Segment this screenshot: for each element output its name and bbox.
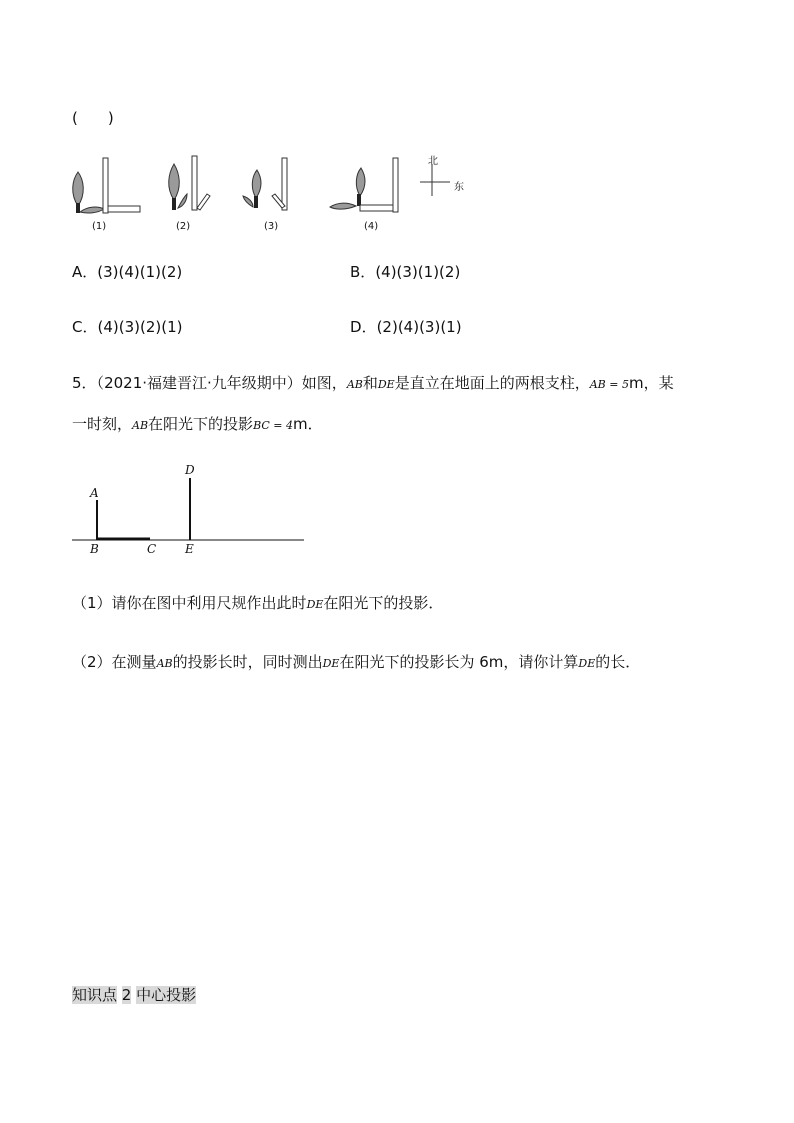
- compass-east-label: 东: [454, 182, 464, 193]
- option-b: B．(4)(3)(1)(2): [350, 263, 461, 281]
- pole: [282, 158, 287, 210]
- pole: [393, 158, 398, 212]
- option-letter: A: [72, 263, 83, 281]
- compass-icon: [420, 164, 450, 196]
- section-heading: 知识点 2 中心投影: [72, 986, 197, 1004]
- q5-part1: （1）请你在图中利用尺规作出此时DE在阳光下的投影．: [72, 594, 444, 612]
- caption-3: (3): [264, 221, 279, 232]
- tree-shadow: [178, 194, 187, 208]
- option-a: A．(3)(4)(1)(2): [72, 263, 183, 281]
- scene-4: [330, 158, 398, 212]
- q5-line1: 5．（2021·福建晋江·九年级期中）如图，AB和DE是直立在地面上的两根支柱，AB = 5m，某: [72, 374, 674, 392]
- compass-north-label: 北: [428, 156, 438, 167]
- caption-1: (1): [92, 221, 107, 232]
- pole: [192, 156, 197, 210]
- label-d: D: [185, 463, 195, 477]
- label-c: C: [147, 542, 157, 556]
- option-text: (4)(3)(2)(1): [97, 318, 183, 336]
- question-source: 2021·福建晋江·九年级期中: [104, 374, 287, 392]
- tree-icon: [73, 172, 84, 206]
- scene-1: [73, 158, 140, 213]
- tree-icon: [169, 164, 180, 200]
- q5-line2: 一时刻，AB在阳光下的投影BC = 4m．: [72, 415, 323, 433]
- option-d: D．(2)(4)(3)(1): [350, 318, 462, 336]
- option-c: C．(4)(3)(2)(1): [72, 318, 183, 336]
- pole: [103, 158, 108, 213]
- label-b: B: [90, 542, 99, 556]
- option-letter: C: [72, 318, 83, 336]
- caption-2: (2): [176, 221, 191, 232]
- q5-part2: （2）在测量AB的投影长时，同时测出DE在阳光下的投影长为 6m，请你计算DE的长．: [72, 653, 641, 671]
- option-letter: B: [350, 263, 361, 281]
- pole-shadow: [108, 206, 140, 212]
- caption-4: (4): [364, 221, 379, 232]
- scene-2: [169, 156, 210, 210]
- tree-shadow: [80, 207, 104, 213]
- option-letter: D: [350, 318, 362, 336]
- answer-bracket: ( ): [72, 109, 114, 127]
- option-text: (2)(4)(3)(1): [376, 318, 462, 336]
- label-a: A: [90, 486, 99, 500]
- option-text: (4)(3)(1)(2): [375, 263, 461, 281]
- tree-icon: [252, 170, 261, 198]
- option-text: (3)(4)(1)(2): [97, 263, 183, 281]
- question-number: 5: [72, 374, 82, 392]
- tree-shadow: [243, 196, 253, 207]
- pole-shadow: [197, 194, 210, 210]
- scene-3: [243, 158, 287, 210]
- tree-icon: [356, 168, 365, 196]
- tree-shadow: [330, 203, 356, 209]
- label-e: E: [185, 542, 194, 556]
- pole-shadow: [360, 205, 393, 211]
